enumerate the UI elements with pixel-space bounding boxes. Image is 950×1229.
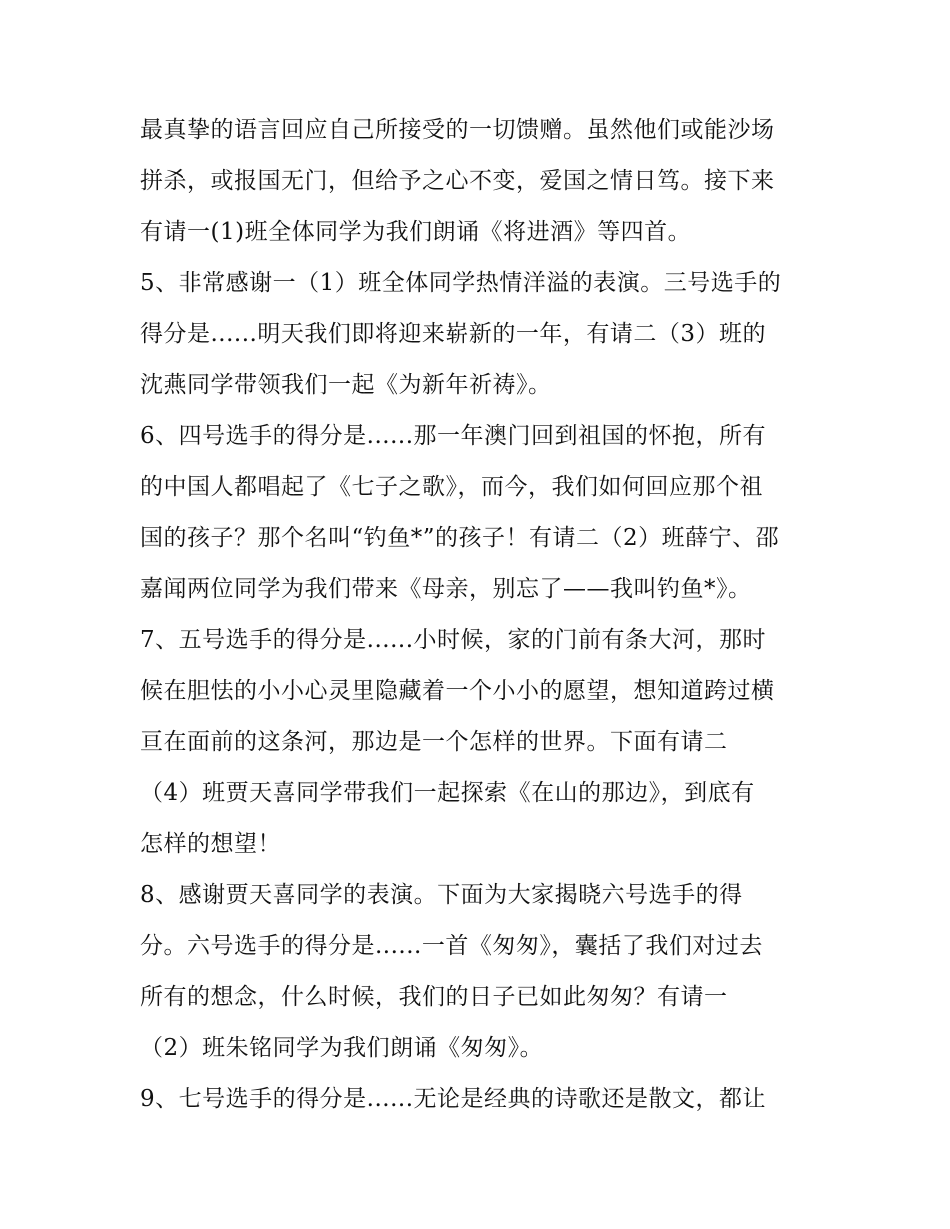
text-line: 分。六号选手的得分是......一首《匆匆》，囊括了我们对过去 bbox=[140, 933, 763, 959]
text-line: 国的孩子？那个名叫“钓鱼*”的孩子！有请二（2）班薛宁、邵 bbox=[140, 525, 780, 551]
text-line: 沈燕同学带领我们一起《为新年祈祷》。 bbox=[140, 372, 552, 398]
text-line: （4）班贾天喜同学带我们一起探索《在山的那边》，到底有 bbox=[140, 780, 755, 806]
text-line: 9、七号选手的得分是......无论是经典的诗歌还是散文，都让 bbox=[140, 1086, 766, 1112]
text-line: （2）班朱铭同学为我们朗诵《匆匆》。 bbox=[140, 1035, 544, 1061]
text-line: 6、四号选手的得分是......那一年澳门回到祖国的怀抱，所有 bbox=[140, 423, 766, 449]
text-line: 嘉闻两位同学为我们带来《母亲，别忘了——我叫钓鱼*》。 bbox=[140, 576, 752, 602]
text-line: 5、非常感谢一（1）班全体同学热情洋溢的表演。三号选手的 bbox=[140, 270, 782, 296]
text-line: 亘在面前的这条河，那边是一个怎样的世界。下面有请二 bbox=[140, 729, 728, 755]
text-line: 有请一(1)班全体同学为我们朗诵《将进酒》等四首。 bbox=[140, 219, 692, 245]
text-line: 拼杀，或报国无门，但给予之心不变，爱国之情日笃。接下来 bbox=[140, 168, 775, 194]
text-line: 的中国人都唱起了《七子之歌》，而今，我们如何回应那个祖 bbox=[140, 474, 763, 500]
text-line: 8、感谢贾天喜同学的表演。下面为大家揭晓六号选手的得 bbox=[140, 882, 743, 908]
text-line: 所有的想念，什么时候，我们的日子已如此匆匆？有请一 bbox=[140, 984, 728, 1010]
text-line: 7、五号选手的得分是......小时候，家的门前有条大河，那时 bbox=[140, 627, 766, 653]
text-line: 最真挚的语言回应自己所接受的一切馈赠。虽然他们或能沙场 bbox=[140, 117, 775, 143]
text-line: 怎样的想望！ bbox=[140, 831, 281, 857]
text-line: 得分是......明天我们即将迎来崭新的一年，有请二（3）班的 bbox=[140, 321, 766, 347]
text-line: 候在胆怯的小小心灵里隐藏着一个小小的愿望，想知道跨过横 bbox=[140, 678, 775, 704]
